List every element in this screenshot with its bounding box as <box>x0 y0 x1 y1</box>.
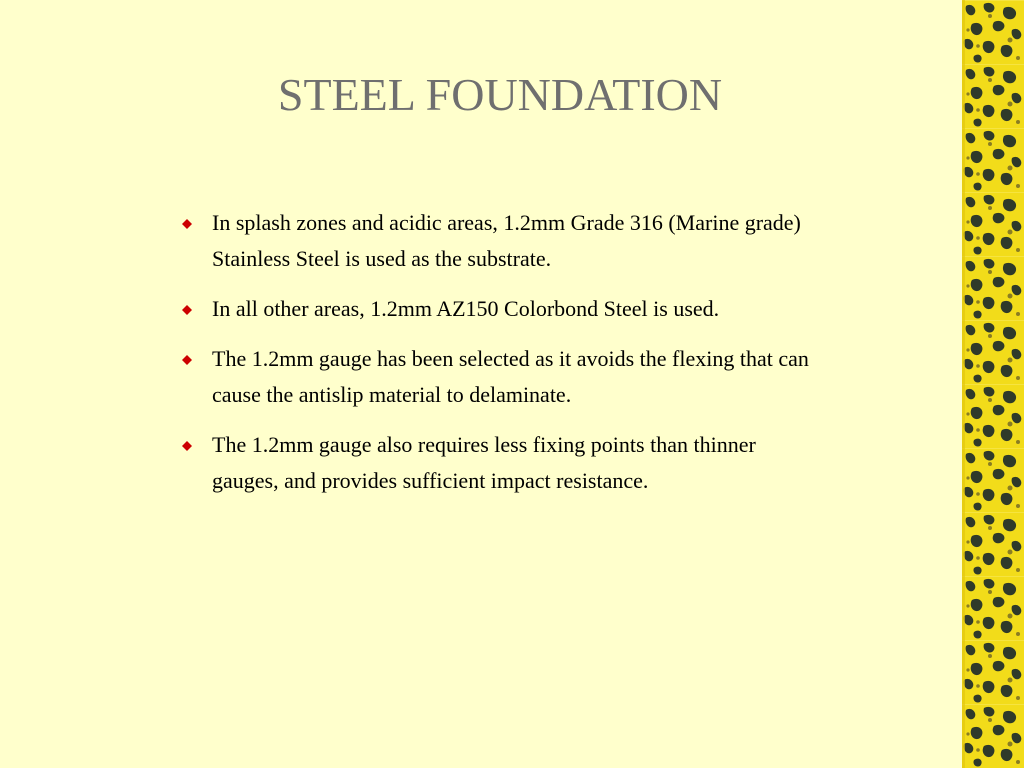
bullet-list <box>182 205 822 513</box>
diamond-bullet-icon <box>182 219 192 229</box>
bullet-text: In splash zones and acidic areas, 1.2mm Grade 316 (Marine grade) Stainless Steel is used as the substrate. <box>212 210 801 271</box>
bullet-text: In all other areas, 1.2mm AZ150 Colorbond Steel is used. <box>212 296 720 321</box>
bullet-text: The 1.2mm gauge has been selected as it avoids the flexing that can cause the antislip material to delaminate. <box>212 346 809 407</box>
bullet-item <box>182 427 822 499</box>
bullet-text: The 1.2mm gauge also requires less fixing points than thinner gauges, and provides sufficient impact resistance. <box>212 432 756 493</box>
slide-title: STEEL FOUNDATION <box>277 69 723 120</box>
bullet-item <box>182 205 822 277</box>
diamond-bullet-icon <box>182 355 192 365</box>
diamond-bullet-icon <box>182 441 192 451</box>
bullet-item <box>182 291 822 327</box>
yellow-texture-strip <box>962 0 1024 768</box>
bullet-item <box>182 341 822 413</box>
texture-pattern <box>962 0 1024 768</box>
diamond-bullet-icon <box>182 305 192 315</box>
